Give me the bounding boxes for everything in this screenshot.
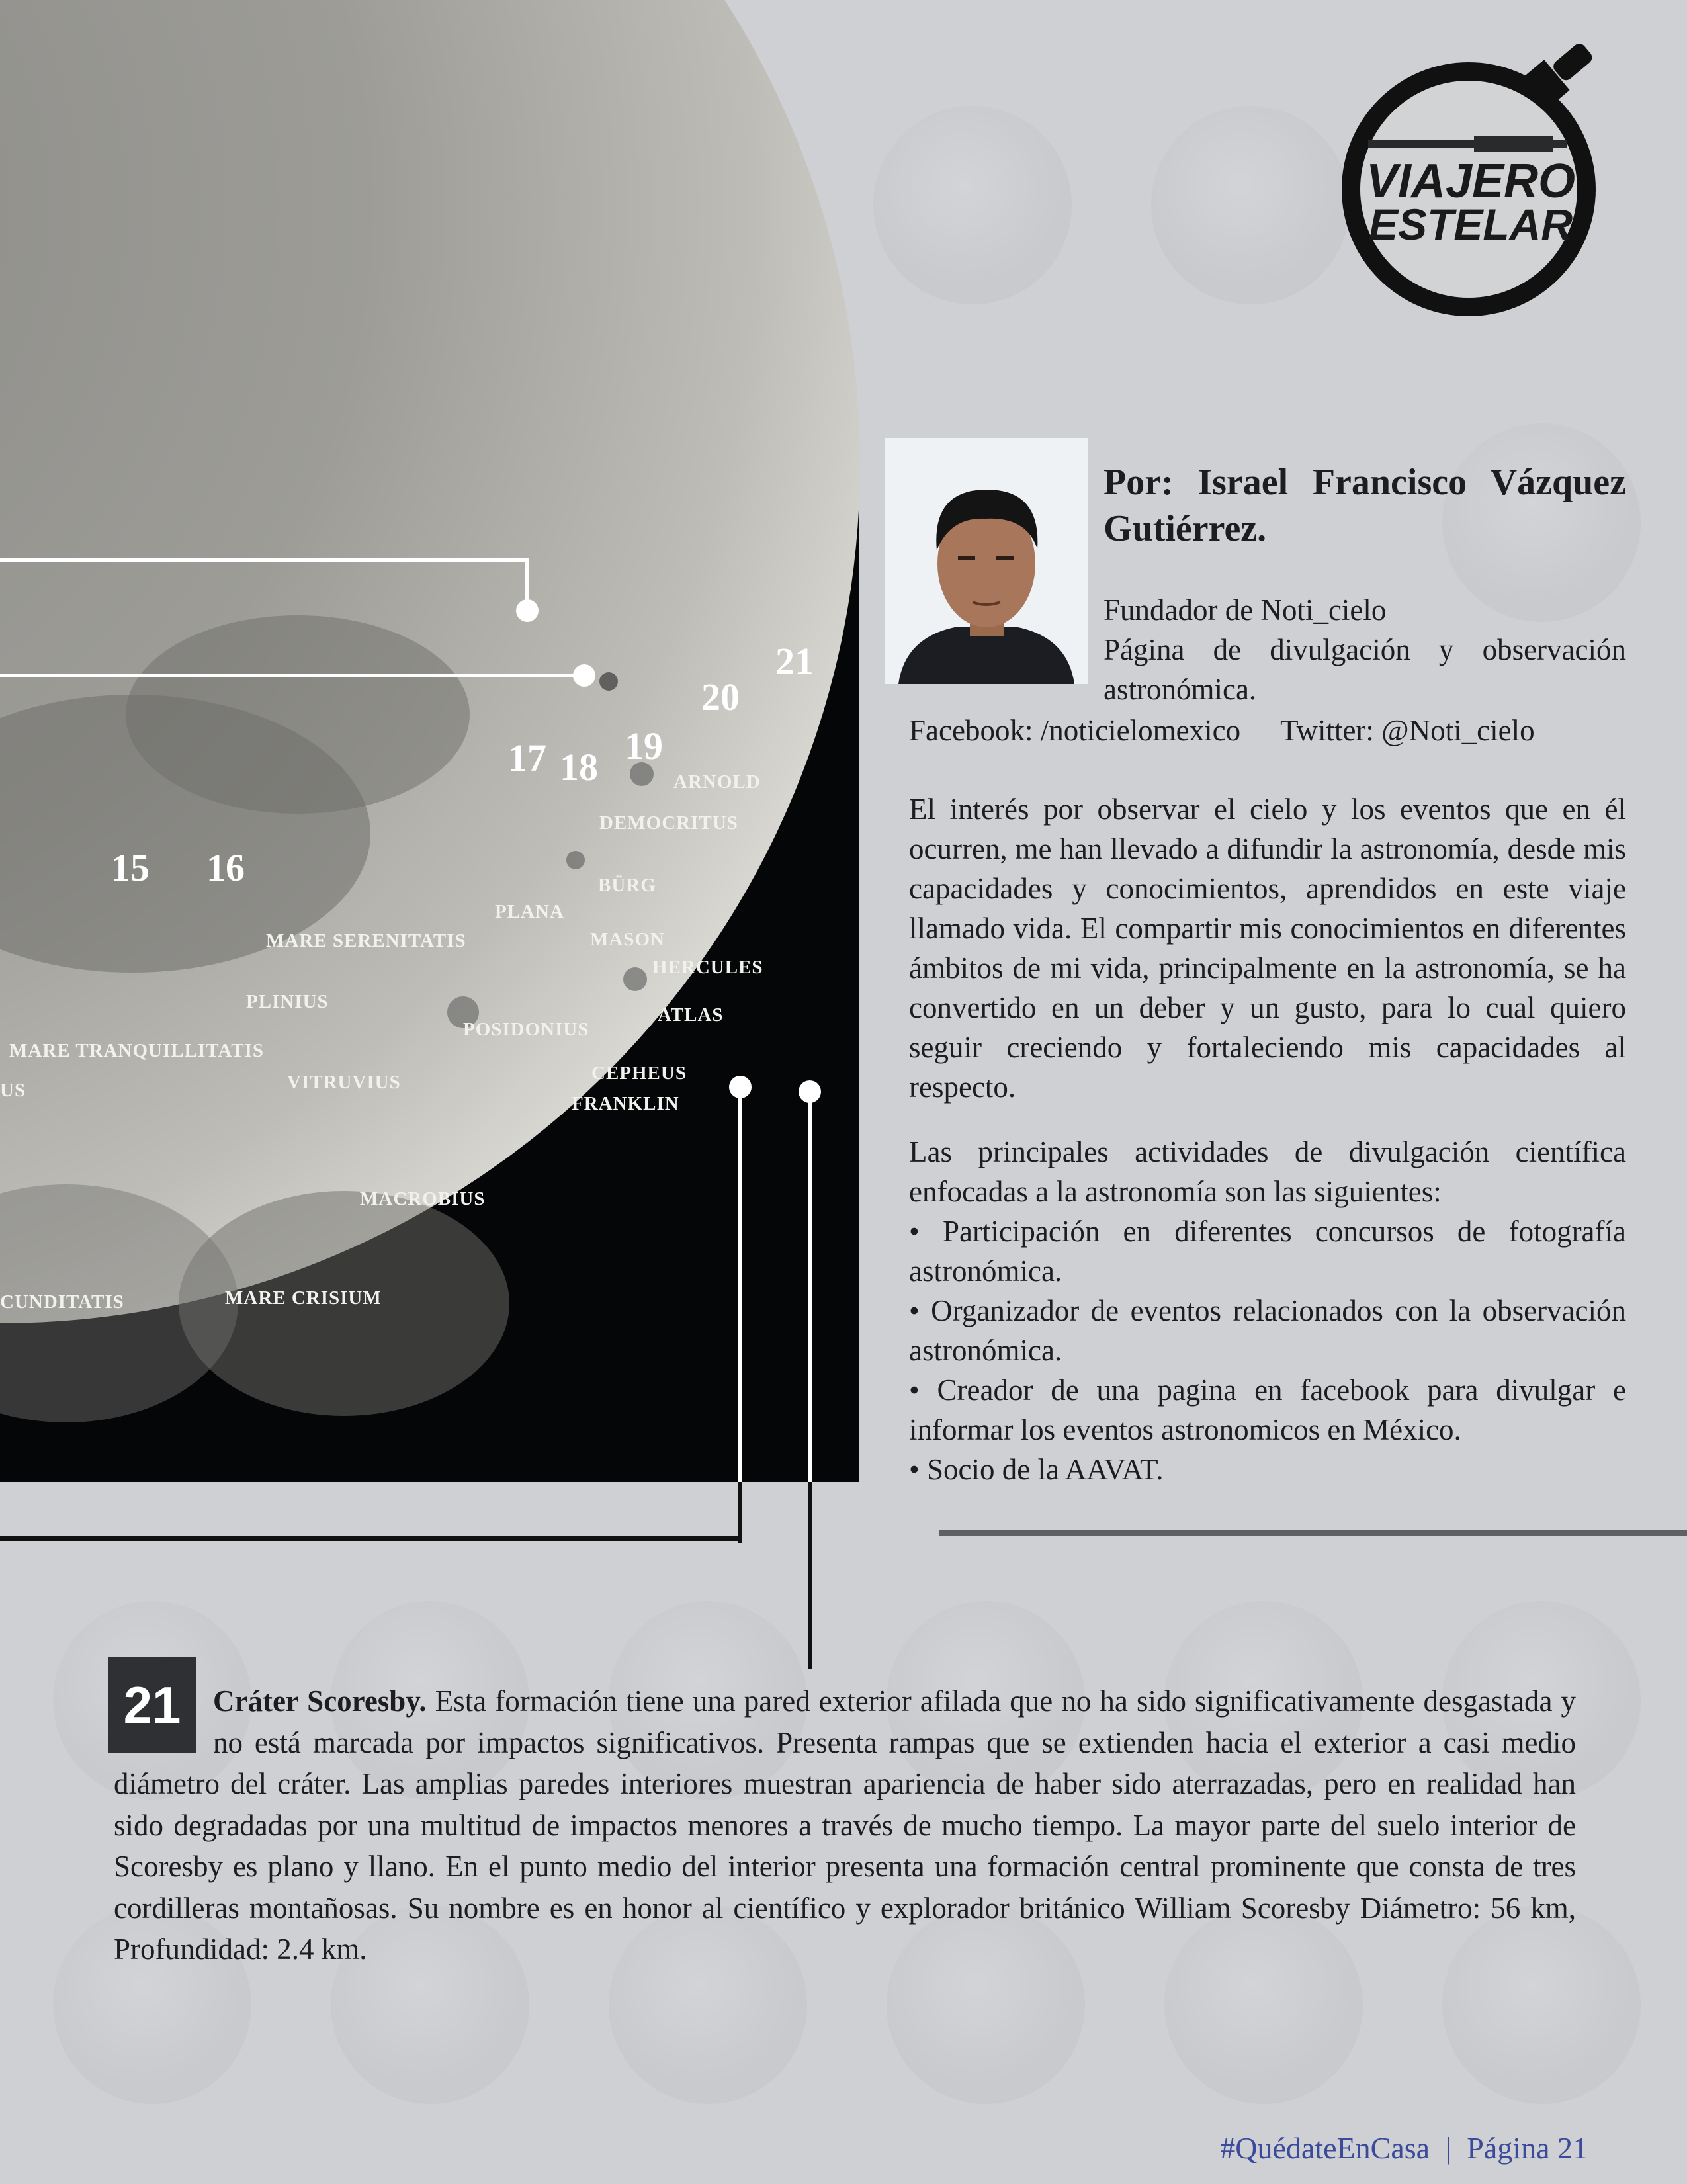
facebook-handle: Facebook: /noticielomexico xyxy=(909,714,1241,747)
activity-item: • Organizador de eventos relacionados con la observación astronómica. xyxy=(909,1294,1626,1367)
moon-label-us: US xyxy=(0,1080,26,1101)
author-role: Fundador de Noti_cielo xyxy=(1103,593,1387,627)
viajero-estelar-logo xyxy=(1322,37,1618,324)
leader-line xyxy=(0,1536,742,1541)
page-number: Página 21 xyxy=(1467,2131,1588,2165)
activity-item: • Creador de una pagina en facebook para divulgar e informar los eventos astronomicos en México. xyxy=(909,1374,1626,1446)
moon-number: 21 xyxy=(775,640,814,683)
moon-label-mare-serenitatis: MARE SERENITATIS xyxy=(266,930,466,951)
moon-number: 20 xyxy=(701,676,740,719)
twitter-handle: Twitter: @Noti_cielo xyxy=(1280,714,1535,747)
page-footer xyxy=(1220,2130,1588,2165)
author-info xyxy=(1103,590,1626,709)
moon-label-vitruvius: VITRUVIUS xyxy=(287,1072,401,1093)
crater-title: Cráter Scoresby. xyxy=(213,1684,427,1718)
moon-number: 19 xyxy=(625,724,663,767)
leader-line xyxy=(808,1482,812,1669)
leader-dot xyxy=(516,599,539,622)
viajero-line2: ESTELAR xyxy=(1368,200,1573,249)
moon-label-hercules: HERCULES xyxy=(652,957,763,978)
leader-line xyxy=(0,674,576,677)
author-description: Página de divulgación y observación astronómica. xyxy=(1103,633,1626,706)
leader-line xyxy=(738,1087,742,1484)
author-name-line2: Gutiérrez. xyxy=(1103,508,1267,549)
footer-hashtag: #QuédateEnCasa xyxy=(1220,2131,1430,2165)
moon-number: 15 xyxy=(111,846,150,889)
activity-item: • Participación en diferentes concursos de fotografía astronómica. xyxy=(909,1215,1626,1288)
badge-spacer xyxy=(114,1681,213,1757)
moon-number: 16 xyxy=(206,846,245,889)
crater-number-badge: 21 xyxy=(108,1657,196,1753)
moon-label-mare-tranquillitatis: MARE TRANQUILLITATIS xyxy=(9,1040,264,1061)
moon-label-burg: BÜRG xyxy=(598,875,656,896)
moon-label-mason: MASON xyxy=(590,929,665,950)
leader-line xyxy=(525,558,529,601)
crater-description xyxy=(114,1681,1576,1970)
moon-label-franklin: FRANKLIN xyxy=(572,1093,679,1114)
social-links xyxy=(909,711,1626,750)
footer-separator: | xyxy=(1445,2131,1451,2165)
leader-dot xyxy=(799,1080,821,1103)
moon-label-atlas: ATLAS xyxy=(658,1004,724,1026)
leader-dot xyxy=(573,664,595,687)
author-name-line1: Por: Israel Francisco Vázquez xyxy=(1103,462,1626,503)
moon-label-arnold: ARNOLD xyxy=(673,771,761,793)
bio-paragraph-1: El interés por observar el cielo y los eventos que en él ocurren, me han llevado a difundir la astronomía, desde mis capacidades y conocimientos, aprendidos en este viaje llamado vida. El compartir mis conocimientos en diferentes ámbitos de mi vida, principalmente en la astronomía, se ha convertido en un deber y un gusto, para lo cual quiero seguir creciendo y fortaleciendo mis capacidades al respecto. xyxy=(909,793,1626,1104)
leader-line xyxy=(0,558,529,562)
leader-dot xyxy=(729,1076,752,1098)
bio-paragraph-2 xyxy=(909,1132,1626,1489)
moon-label-fecunditatis: CUNDITATIS xyxy=(0,1291,124,1313)
moon-number: 18 xyxy=(560,746,598,789)
viajero-line1: VIAJERO xyxy=(1365,155,1576,208)
moon-number: 17 xyxy=(508,736,546,779)
author-photo xyxy=(885,438,1088,684)
crater-body: Esta formación tiene una pared exterior afilada que no ha sido significativamente desgastada y no está marcada por impactos significativos. Presenta rampas que se extienden hacia el exterior a casi medio diámetro del cráter. Las amplias paredes interiores muestran apariencia de haber sido aterrazadas, pero en realidad han sido degradadas por una multitud de impactos menores a través de mucho tiempo. La mayor parte del suelo interior de Scoresby es plano y llano. En el punto medio del interior presenta una formación central prominente que consta de tres cordilleras montañosas. Su nombre es en honor al científico y explorador británico William Scoresby Diámetro: 56 km, Profundidad: 2.4 km. xyxy=(114,1684,1576,1966)
activities-intro: Las principales actividades de divulgación científica enfocadas a la astronomía son las siguientes: xyxy=(909,1135,1626,1208)
moon-label-democritus: DEMOCRITUS xyxy=(599,812,738,834)
moon-photo xyxy=(0,463,859,1482)
moon-label-posidonius: POSIDONIUS xyxy=(463,1019,589,1040)
moon-label-plinius: PLINIUS xyxy=(246,991,329,1012)
moon-label-mare-crisium: MARE CRISIUM xyxy=(225,1288,382,1309)
author-byline xyxy=(1103,459,1626,552)
activity-item: • Socio de la AAVAT. xyxy=(909,1453,1164,1486)
moon-label-cepheus: CEPHEUS xyxy=(591,1063,687,1084)
leader-line xyxy=(738,1482,742,1543)
moon-label-plana: PLANA xyxy=(495,901,564,922)
section-divider xyxy=(939,1530,1687,1536)
moon-label-macrobius: MACROBIUS xyxy=(360,1188,486,1209)
leader-line xyxy=(808,1092,812,1489)
